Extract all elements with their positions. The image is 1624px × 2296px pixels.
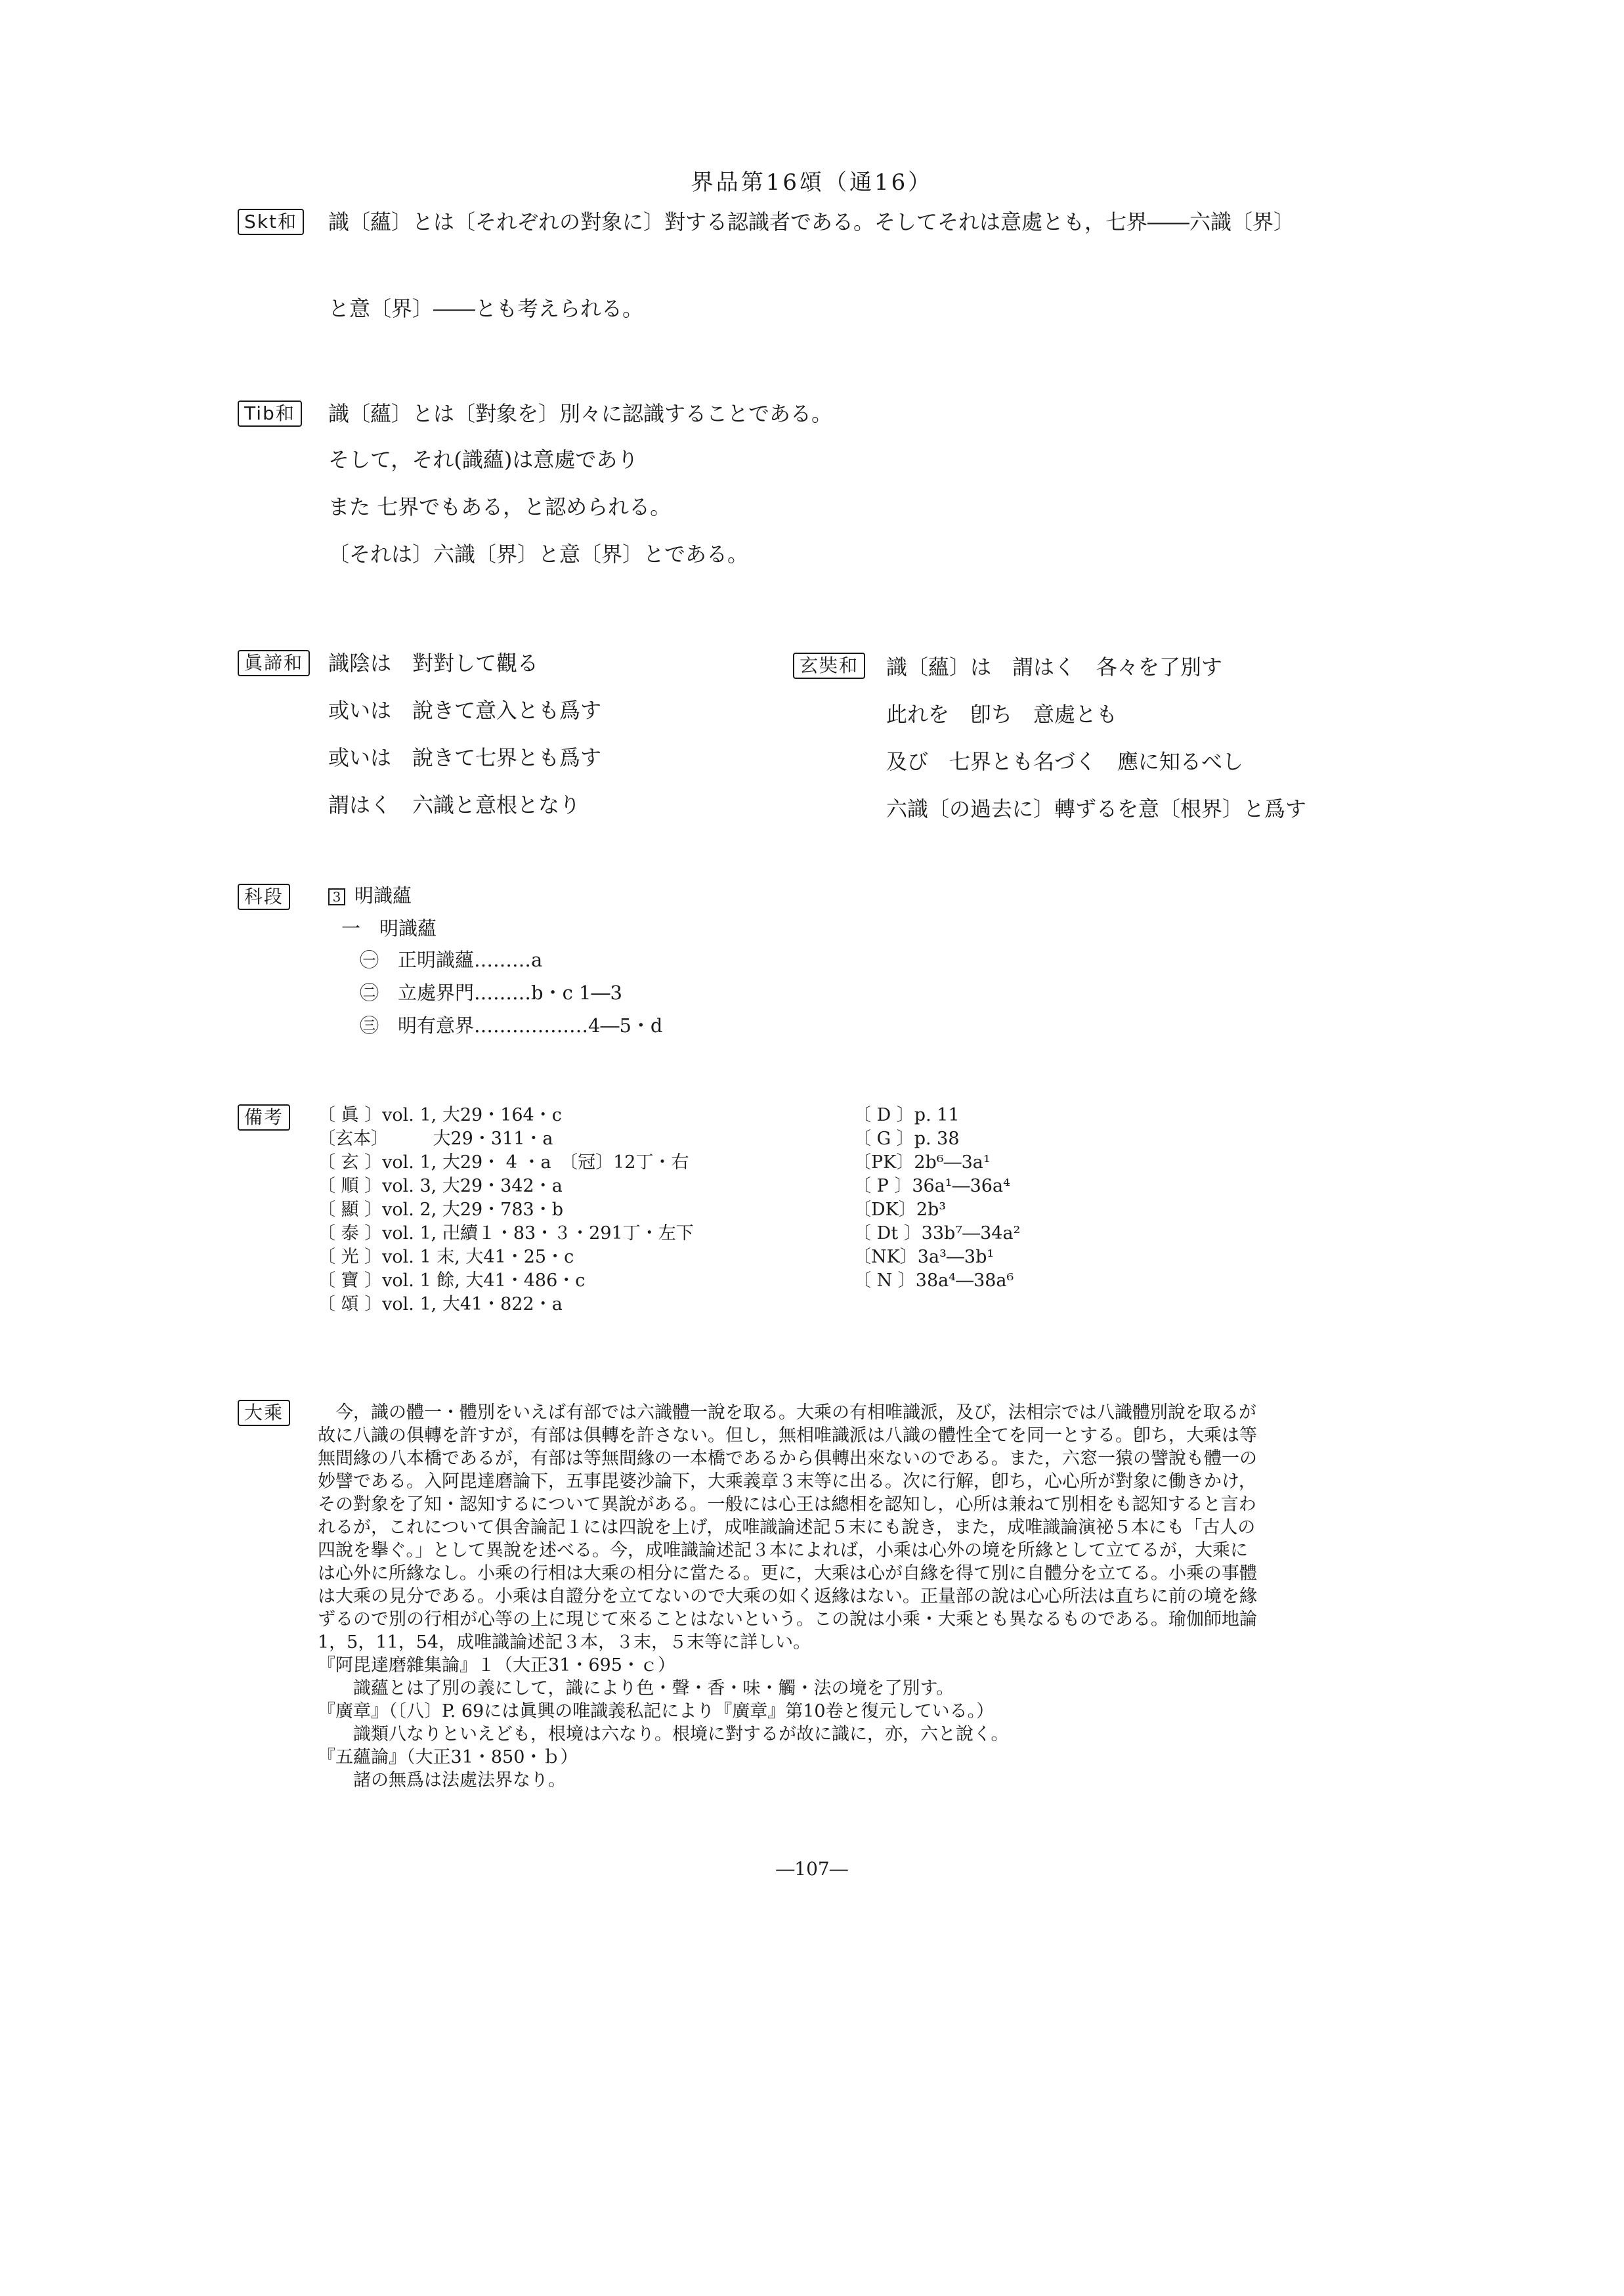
biko-left-4: 〔 順 〕vol. 3, 大29・342・a — [318, 1176, 563, 1196]
daijo-line-8: は心外に所緣なし。小乘の行相は大乘の相分に當たる。更に，大乘は心が自緣を得て別に自體分を立てる。小乘の事體 — [318, 1563, 1257, 1584]
page-title: 界品第16頌（通16） — [691, 169, 933, 196]
skt-tag: Skt和 — [238, 209, 304, 235]
biko-tag: 備考 — [238, 1104, 290, 1131]
tib-line-4: 〔それは〕六識〔界〕と意〔界〕とである。 — [328, 542, 749, 567]
kadan-head-text: 明識蘊 — [354, 884, 412, 907]
genjo-line-3: 及び 七界とも名づく 應に知るべし — [886, 749, 1244, 774]
daijo-line-10: ずるので別の行相が心等の上に現じて來ることはないという。この說は小乘・大乘とも異なるものである。瑜伽師地論 — [318, 1609, 1257, 1630]
shintai-line-1: 識陰は 對對して觀る — [328, 651, 539, 676]
skt-line-2: と意〔界〕――とも考えられる。 — [328, 296, 644, 321]
kadan-item-2: ㊁ 立處界門………b・c 1―3 — [360, 982, 622, 1004]
daijo-line-6: れるが，これについて俱舍論記１には四說を上げ，成唯識論述記５末にも說き，また，成唯識論演祕５本にも「古人の — [318, 1517, 1256, 1538]
tib-line-1: 識〔蘊〕とは〔對象を〕別々に認識することである。 — [328, 401, 833, 426]
daijo-line-4: 妙譬である。入阿毘達磨論下，五事毘婆沙論下，大乘義章３末等に出る。次に行解，卽ち，心心所が對象に働きかけ， — [318, 1471, 1256, 1492]
biko-left-7: 〔 光 〕vol. 1 末, 大41・25・c — [318, 1247, 574, 1267]
daijo-line-3: 無間緣の八本橋であるが，有部は等無間緣の一本橋であるから俱轉出來ないのである。また，六窓一猿の譬說も體一の — [318, 1448, 1257, 1469]
tib-line-3: また 七界でもある，と認められる。 — [328, 494, 672, 519]
shintai-line-4: 謂はく 六識と意根となり — [328, 792, 581, 817]
biko-right-8: 〔 N 〕38a⁴―38a⁶ — [853, 1270, 1014, 1291]
genjo-line-4: 六識〔の過去に〕轉ずるを意〔根界〕と爲す — [886, 796, 1307, 821]
quote-2-text: 識類八なりといえども，根境は六なり。根境に對するが故に識に，亦，六と說く。 — [353, 1724, 1009, 1744]
biko-right-4: 〔 P 〕36a¹―36a⁴ — [853, 1176, 1010, 1196]
shintai-line-3: 或いは 說きて七界とも爲す — [328, 745, 602, 770]
genjo-line-2: 此れを 卽ち 意處とも — [886, 702, 1118, 727]
biko-left-6: 〔 泰 〕vol. 1, 卍續１・83・３・291丁・左下 — [318, 1223, 694, 1244]
daijo-line-1: 今，識の體一・體別をいえば有部では六識體一說を取る。大乘の有相唯識派，及び，法相宗では八識體別說を取るが — [318, 1402, 1256, 1423]
biko-right-7: 〔NK〕3a³―3b¹ — [853, 1247, 994, 1267]
kadan-item-3: ㊂ 明有意界………………4―5・d — [360, 1014, 663, 1037]
shintai-line-2: 或いは 說きて意入とも爲す — [328, 698, 602, 723]
quote-1-source: 『阿毘達磨雜集論』１（大正31・695・ｃ） — [318, 1655, 675, 1676]
kadan-head — [328, 884, 412, 907]
daijo-tag: 大乘 — [238, 1400, 290, 1426]
daijo-line-2: 故に八識の俱轉を許すが，有部は俱轉を許さない。但し，無相唯識派は八識の體性全てを同一とする。卽ち，大乘は等 — [318, 1425, 1257, 1446]
daijo-line-9: は大乘の見分である。小乘は自證分を立てないので大乘の如く返緣はない。正量部の說は心心所法は直ちに前の境を緣 — [318, 1586, 1257, 1607]
kadan-item-1: ㊀ 正明識蘊………a — [360, 949, 543, 971]
biko-left-3: 〔 玄 〕vol. 1, 大29・ 4 ・a 〔冠〕12丁・右 — [318, 1152, 689, 1173]
biko-left-9: 〔 頌 〕vol. 1, 大41・822・a — [318, 1294, 563, 1314]
biko-left-5: 〔 顯 〕vol. 2, 大29・783・b — [318, 1200, 563, 1220]
biko-left-1: 〔 眞 〕vol. 1, 大29・164・c — [318, 1105, 562, 1125]
quote-3-source: 『五蘊論』（大正31・850・ｂ） — [318, 1747, 578, 1767]
quote-1-text: 識蘊とは了別の義にして，識により色・聲・香・味・觸・法の境を了別す。 — [353, 1678, 954, 1699]
quote-3-text: 諸の無爲は法處法界なり。 — [353, 1770, 566, 1790]
biko-right-3: 〔PK〕2b⁶―3a¹ — [853, 1152, 991, 1173]
tib-tag: Tib和 — [238, 401, 302, 427]
skt-line-1: 識〔蘊〕とは〔それぞれの對象に〕對する認識者である。そしてそれは意處とも，七界――六識〔界〕 — [328, 209, 1295, 234]
daijo-line-5: その對象を了知・認知するについて異說がある。一般には心王は總相を認知し，心所は兼ねて別相をも認知すると言わ — [318, 1494, 1256, 1515]
kadan-number: 3 — [328, 888, 345, 905]
biko-right-1: 〔 D 〕p. 11 — [853, 1105, 960, 1125]
biko-left-2: 〔玄本〕 大29・311・a — [318, 1129, 553, 1149]
daijo-line-7: 四說を擧ぐ。」として異說を述べる。今，成唯識論述記３本によれば，小乘は心外の境を所緣として立てるが，大乘に — [318, 1540, 1248, 1561]
biko-right-2: 〔 G 〕p. 38 — [853, 1129, 960, 1149]
shintai-tag: 眞諦和 — [238, 650, 310, 676]
biko-right-6: 〔 Dt 〕33b⁷―34a² — [853, 1223, 1021, 1244]
quote-2-source: 『廣章』（〔八〕P. 69には眞興の唯識義私記により『廣章』第10卷と復元している。） — [318, 1701, 994, 1722]
kadan-tag: 科段 — [238, 884, 290, 910]
tib-line-2: そして，それ(識蘊)は意處であり — [328, 447, 639, 472]
daijo-body — [318, 1401, 1257, 1792]
daijo-line-11: 1，5，11，54，成唯識論述記３本，３末，５末等に詳しい。 — [318, 1632, 811, 1653]
genjo-tag: 玄奘和 — [793, 653, 865, 679]
page-number: ―107― — [776, 1858, 848, 1880]
genjo-line-1: 識〔蘊〕は 謂はく 各々を了別す — [886, 655, 1223, 680]
kadan-sub: 一 明識蘊 — [341, 917, 437, 940]
biko-left-8: 〔 寶 〕vol. 1 餘, 大41・486・c — [318, 1270, 586, 1291]
biko-right-5: 〔DK〕2b³ — [853, 1200, 947, 1220]
